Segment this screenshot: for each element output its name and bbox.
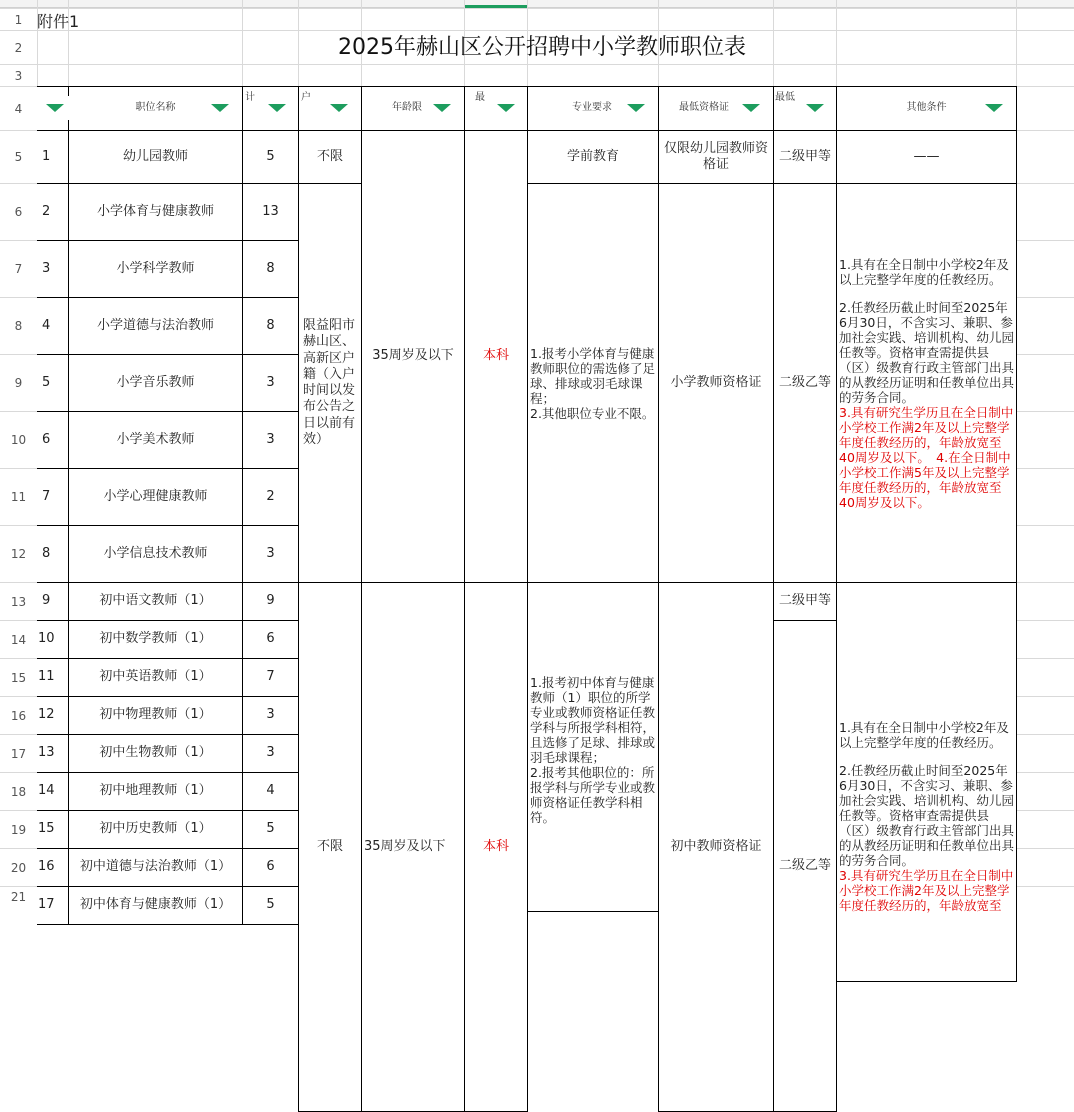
cell-age[interactable]: 35周岁及以下 [361,130,465,583]
cell-no[interactable]: 17 [37,886,69,925]
dropdown-icon [330,104,348,112]
row-number[interactable]: 1 [14,12,23,27]
row-number[interactable]: 19 [10,822,27,837]
cell-mandarin[interactable]: 二级甲等 [773,582,837,621]
cell-position-name[interactable]: 小学体育与健康教师 [68,183,243,241]
cell-position-name[interactable]: 初中语文教师（1） [68,582,243,621]
cell-position-name[interactable]: 初中历史教师（1） [68,810,243,849]
other-condition-highlight: 3.具有研究生学历且在全日制中小学校工作满2年及以上完整学年度任教经历的，年龄放宽至40周岁及以下。 4.在全日制中小学校工作满5年及以上完整学年度任教经历的，年龄放宽至40周岁及以下。 [839,404,1014,510]
cell-no[interactable]: 13 [37,734,69,773]
header-label: 职位名称 [135,102,176,114]
cell-count[interactable]: 3 [242,696,299,735]
dropdown-icon [211,104,229,112]
dropdown-icon [497,104,515,112]
cell-count[interactable]: 7 [242,658,299,697]
row-number[interactable]: 20 [10,860,27,875]
cell-position-name[interactable]: 小学美术教师 [68,411,243,469]
cell-position-name[interactable]: 初中英语教师（1） [68,658,243,697]
cell-position-name[interactable]: 初中物理教师（1） [68,696,243,735]
cell-position-name[interactable]: 初中数学教师（1） [68,620,243,659]
cell-count[interactable]: 9 [242,582,299,621]
column-header-strip [0,0,1074,8]
cell-no[interactable]: 16 [37,848,69,887]
cell-hukou[interactable]: 不限 [298,130,362,184]
row-number[interactable]: 14 [10,632,27,647]
filter-dropdown-button[interactable] [798,96,832,120]
other-condition: 1.具有在全日制中小学校2年及以上完整学年度的任教经历。 [839,256,1009,287]
header-label: 最低 [775,92,795,104]
cell-other[interactable]: —— [836,130,1017,184]
filter-dropdown-button[interactable] [489,96,523,120]
cell-count[interactable]: 3 [242,525,299,583]
other-condition: 2.任教经历截止时间至2025年6月30日，不含实习、兼职、参加社会实践、培训机构、幼儿园任教等。资格审查需提供县（区）级教育行政主管部门出具的从教经历证明和任教单位出具的劳务合同。 [839,299,1015,405]
cell-mandarin[interactable]: 二级乙等 [773,183,837,583]
row-number[interactable]: 8 [14,319,23,333]
cell-count[interactable]: 6 [242,848,299,887]
row-number[interactable]: 6 [14,205,23,219]
row-number[interactable]: 11 [10,490,27,504]
cell-position-name[interactable]: 小学心理健康教师 [68,468,243,526]
cell-count[interactable]: 3 [242,354,299,412]
cell-education[interactable]: 本科 [464,130,528,583]
cell-no[interactable]: 4 [37,297,69,355]
cell-cert[interactable]: 仅限幼儿园教师资格证 [658,130,774,184]
row-number[interactable]: 17 [10,746,27,761]
cell-no[interactable]: 9 [37,582,69,621]
other-condition: 2.任教经历截止时间至2025年6月30日，不含实习、兼职、参加社会实践、培训机构、幼儿园任教等。资格审查需提供县（区）级教育行政主管部门出具的从教经历证明和任教单位出具的劳务合同。 [839,763,1015,868]
row-number[interactable]: 5 [14,150,23,164]
cell-count[interactable]: 5 [242,810,299,849]
filter-dropdown-button[interactable] [425,96,459,120]
cell-count[interactable]: 3 [242,734,299,773]
filter-dropdown-button[interactable] [260,96,294,120]
row-number[interactable]: 21 [10,890,27,904]
cell-no[interactable]: 8 [37,525,69,583]
header-label: 其他条件 [906,102,947,114]
cell-count[interactable]: 13 [242,183,299,241]
cell-position-name[interactable]: 小学道德与法治教师 [68,297,243,355]
cell-no[interactable]: 3 [37,240,69,298]
cell-no[interactable]: 5 [37,354,69,412]
sheet-title[interactable]: 2025年赫山区公开招聘中小学教师职位表 [338,34,746,60]
cell-count[interactable]: 2 [242,468,299,526]
header-label: 专业要求 [572,102,612,114]
dropdown-icon [985,104,1003,112]
row-number[interactable]: 18 [10,784,27,799]
cell-count[interactable]: 3 [242,411,299,469]
attachment-label[interactable]: 附件1 [37,12,80,31]
other-condition: 1.具有在全日制中小学校2年及以上完整学年度的任教经历。 [839,720,1009,750]
row-number[interactable]: 9 [14,376,23,390]
header-label: 户 [301,92,311,104]
cell-cert[interactable]: 小学教师资格证 [658,183,774,583]
cell-no[interactable]: 11 [37,658,69,697]
cell-count[interactable]: 6 [242,620,299,659]
cell-count[interactable]: 8 [242,297,299,355]
cell-hukou[interactable]: 限益阳市赫山区、高新区户籍（入户时间以发布公告之日以前有效） [298,183,362,583]
cell-no[interactable]: 15 [37,810,69,849]
cell-count[interactable]: 5 [242,886,299,925]
filter-dropdown-button[interactable] [38,96,72,120]
filter-dropdown-button[interactable] [203,96,237,120]
cell-position-name[interactable]: 初中体育与健康教师（1） [68,886,243,925]
cell-position-name[interactable]: 小学音乐教师 [68,354,243,412]
row-number[interactable]: 16 [10,708,27,723]
cell-major[interactable]: 学前教育 [527,130,659,184]
row-number[interactable]: 4 [14,101,23,116]
cell-no[interactable]: 2 [37,183,69,241]
other-condition-highlight: 3.具有研究生学历且在全日制中小学校工作满2年及以上完整学年度任教经历的，年龄放宽至 [839,868,1014,913]
cell-count[interactable]: 5 [242,130,299,184]
cell-age[interactable]: 35周岁及以下 [361,582,465,1112]
filter-dropdown-button[interactable] [322,96,356,120]
header-label: 最低资格证 [679,102,729,114]
cell-position-name[interactable]: 初中生物教师（1） [68,734,243,773]
cell-major[interactable]: 1.报考初中体育与健康教师（1）职位的所学专业或教师资格证任教学科与所报学科相符，且选修了足球、排球或羽毛球课程； 2.报考其他职位的：所报学科与所学专业或教师资格证任教学科相符。 [527,582,659,912]
cell-no[interactable]: 10 [37,620,69,659]
cell-mandarin[interactable]: 二级乙等 [773,620,837,1112]
cell-no[interactable]: 1 [37,130,69,184]
row-number[interactable]: 12 [10,547,27,561]
cell-education[interactable]: 本科 [464,582,528,1112]
dropdown-icon [433,104,451,112]
header-label: 最 [475,92,485,104]
cell-hukou[interactable]: 不限 [298,582,362,1112]
dropdown-icon [268,104,286,112]
cell-count[interactable]: 8 [242,240,299,298]
row-number[interactable]: 15 [10,670,27,685]
row-number[interactable]: 13 [10,594,27,609]
cell-other[interactable] [836,183,1017,583]
cell-position-name[interactable]: 初中地理教师（1） [68,772,243,811]
dropdown-icon [742,104,760,112]
cell-cert[interactable]: 初中教师资格证 [658,582,774,1112]
filter-dropdown-button[interactable] [619,96,653,120]
cell-no[interactable]: 14 [37,772,69,811]
cell-position-name[interactable]: 幼儿园教师 [68,130,243,184]
filter-dropdown-button[interactable] [977,96,1011,120]
row-number[interactable]: 7 [14,262,23,276]
cell-position-name[interactable]: 小学信息技术教师 [68,525,243,583]
row-number[interactable]: 2 [14,40,23,55]
dropdown-icon [627,104,645,112]
cell-count[interactable]: 4 [242,772,299,811]
cell-no[interactable]: 6 [37,411,69,469]
cell-other[interactable] [836,582,1017,982]
cell-no[interactable]: 12 [37,696,69,735]
row-number[interactable]: 10 [10,433,27,447]
cell-position-name[interactable]: 初中道德与法治教师（1） [68,848,243,887]
dropdown-icon [806,104,824,112]
filter-dropdown-button[interactable] [734,96,768,120]
header-label: 年龄限 [392,102,422,114]
cell-position-name[interactable]: 小学科学教师 [68,240,243,298]
cell-major[interactable]: 1.报考小学体育与健康教师职位的需选修了足球、排球或羽毛球课程； 2.其他职位专业不限。 [527,183,659,583]
dropdown-icon [46,104,64,112]
header-label: 计 [245,92,255,104]
cell-mandarin[interactable]: 二级甲等 [773,130,837,184]
cell-no[interactable]: 7 [37,468,69,526]
row-number[interactable]: 3 [14,68,23,83]
